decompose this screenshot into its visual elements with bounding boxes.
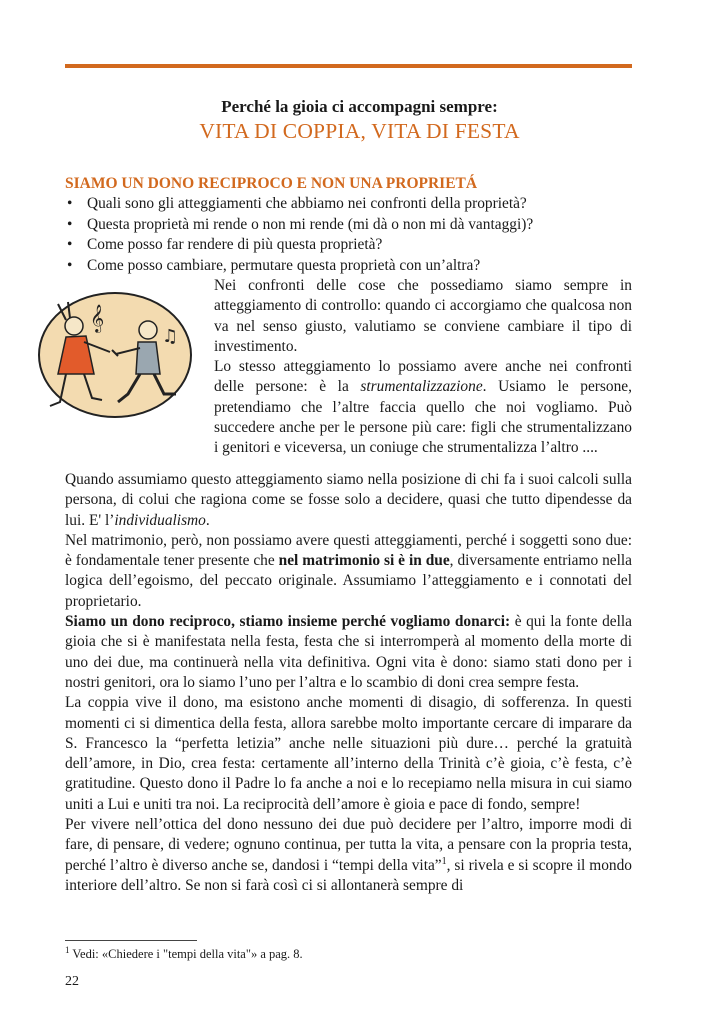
list-item: • Come posso far rendere di più questa proprietà? bbox=[65, 235, 635, 256]
paragraph: Lo stesso atteggiamento lo possiamo avere anche nei confronti delle persone: è la strumentalizzazione. Usiamo le persone, pretendiamo che l’altre faccia quello che noi vogliamo. Può succedere anche per le persone più care: figli che strumentalizzano i genitori e viceversa, un coniuge che strumentalizza l’altro .... bbox=[214, 358, 632, 457]
main-text bbox=[65, 470, 632, 896]
chapter-kicker: Perché la gioia ci accompagni sempre: bbox=[221, 97, 498, 116]
footnote: $^1$ Vedi: «Chiedere i "tempi della vita"» a pag. 8. bbox=[65, 944, 303, 961]
paragraph: Per vivere nell’ottica del dono nessuno dei due può decidere per l’altro, imporre modi di fare, di pensare, di vedere; ognuno continua, per tutta la vita, a pensare con la propria testa, perché l’altro è diverso anche se, dandosi i “tempi della vita”$^1$, si rivela e si scopre il mondo interiore dell’altro. Se non si farà così ci si allontanerà sempre di bbox=[65, 816, 632, 894]
svg-text:♫: ♫ bbox=[162, 326, 179, 347]
paragraph: La coppia vive il dono, ma esistono anche momenti di disagio, di sofferenza. In questi momenti ci si dimentica della festa, allora sarebbe molto importante cercare di imparare da S. Francesco la “perfetta letizia” anche nelle situazioni più dure… perché la gratuità dell’amore, in Dio, crea festa: certamente all’interno della Trinità c’è gioia, c’è festa, c’è gratitudine. Questo dono il Padre lo fa anche a noi e lo recepiamo nella misura in cui siamo uniti a Lui e uniti tra noi. La reciprocità dell’amore è gioia e pace di fondo, sempre! bbox=[65, 694, 632, 813]
svg-text:𝄞: 𝄞 bbox=[90, 304, 105, 332]
footnote-rule bbox=[65, 940, 197, 941]
paragraph: Nei confronti delle cose che possediamo siamo sempre in atteggiamento di controllo: quando ci accorgiamo che qualcosa non va nel senso giusto, valutiamo se conviene cambiare il tipo di investimento. bbox=[214, 277, 632, 355]
list-item: • Come posso cambiare, permutare questa proprietà con un’altra? bbox=[65, 256, 635, 277]
paragraph: Nel matrimonio, però, non possiamo avere questi atteggiamenti, perché i soggetti sono due: è fondamentale tener presente che nel matrimonio si è in due, diversamente entriamo nella logica dell’egoismo, del peccato originale. Assumiamo l’atteggiamento e i connotati del proprietario. bbox=[65, 531, 632, 610]
side-column-text bbox=[214, 276, 632, 459]
paragraph: Siamo un dono reciproco, stiamo insieme perché vogliamo donarci: è qui la fonte della gioia che si è manifestata nella festa, festa che si interromperà al momento della morte di uno dei due, ma continuerà nella vita definitiva. Ogni vita è dono: siamo stati dono per i nostri genitori, ora lo siamo l’uno per l’altra e lo scambio di doni crea sempre festa. bbox=[65, 613, 632, 691]
dancing-couple-illustration bbox=[36, 290, 194, 420]
paragraph: Quando assumiamo questo atteggiamento siamo nella posizione di chi fa i suoi calcoli sulla persona, di colui che ragiona come se fosse solo a decidere, quasi che tutto dipendesse da lui. E' l’individualismo. bbox=[65, 471, 632, 529]
list-item: • Questa proprietà mi rende o non mi rende (mi dà o non mi dà vantaggi)? bbox=[65, 215, 635, 236]
page-number: 22 bbox=[65, 974, 79, 989]
chapter-header bbox=[0, 96, 719, 144]
top-rule bbox=[65, 64, 632, 68]
chapter-title: VITA DI COPPIA, VITA DI FESTA bbox=[199, 119, 520, 143]
list-item: • Quali sono gli atteggiamenti che abbiamo nei confronti della proprietà? bbox=[65, 194, 635, 215]
question-list bbox=[65, 194, 635, 276]
footnote-ref: 1 bbox=[441, 855, 447, 867]
section-title: SIAMO UN DONO RECIPROCO E NON UNA PROPRIETÁ bbox=[65, 175, 478, 192]
